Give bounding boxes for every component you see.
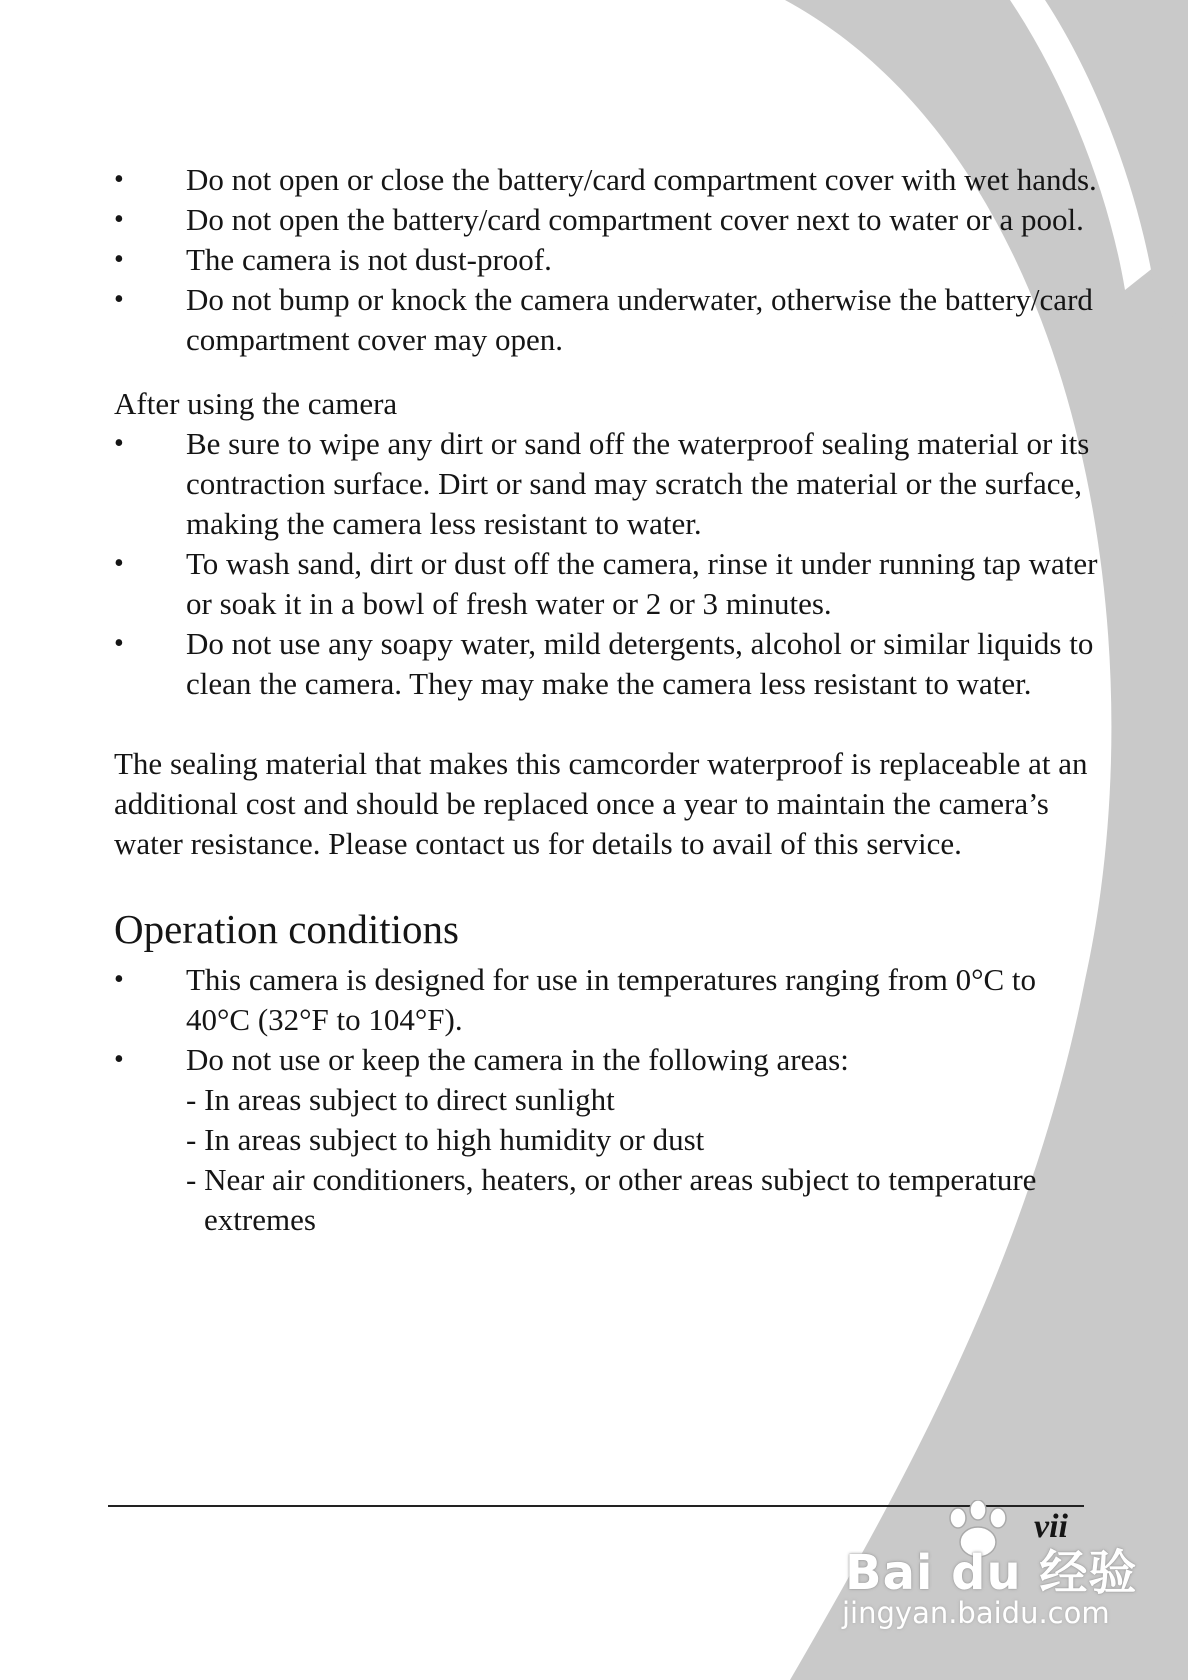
page-number: vii <box>1034 1508 1068 1545</box>
waterproof-precautions-list <box>114 160 1099 360</box>
footer-divider <box>108 1505 1084 1507</box>
sub-list-item: - In areas subject to direct sunlight <box>186 1082 615 1117</box>
list-item: • Do not use any soapy water, mild detergents, alcohol or similar liquids to clean the camera. They may make the camera less resistant to water. <box>114 624 1099 704</box>
list-item: • Be sure to wipe any dirt or sand off the waterproof sealing material or its contraction surface. Dirt or sand may scratch the material or the surface, making the camera less resistant to water. <box>114 424 1099 544</box>
sub-list-item: - Near air conditioners, heaters, or other areas subject to temperature extremes <box>186 1162 1037 1237</box>
after-use-list <box>114 424 1099 704</box>
watermark-brand: Bai du 经验 <box>845 1545 1138 1601</box>
list-item: • The camera is not dust-proof. <box>114 240 1099 280</box>
sub-list-item: - In areas subject to high humidity or dust <box>186 1122 705 1157</box>
sealing-paragraph: The sealing material that makes this camcorder waterproof is replaceable at an additional cost and should be replaced once a year to maintain the camera’s water resistance. Please contact us for details to avail of this service. <box>114 746 1088 861</box>
list-item: • Do not open the battery/card compartment cover next to water or a pool. <box>114 200 1099 240</box>
section-title: Operation conditions <box>114 906 460 952</box>
watermark-url: jingyan.baidu.com <box>842 1596 1110 1630</box>
list-item: • This camera is designed for use in temperatures ranging from 0°C to 40°C (32°F to 104°F). <box>114 960 1099 1040</box>
list-item-intro: Do not use or keep the camera in the following areas: <box>186 1042 849 1077</box>
list-item: • Do not bump or knock the camera underwater, otherwise the battery/card compartment cover may open. <box>114 280 1099 360</box>
list-item <box>114 1040 1099 1240</box>
operation-conditions-list <box>114 960 1099 1240</box>
after-use-heading: After using the camera <box>114 386 398 421</box>
list-item: • To wash sand, dirt or dust off the camera, rinse it under running tap water or soak it in a bowl of fresh water or 2 or 3 minutes. <box>114 544 1099 624</box>
list-item: • Do not open or close the battery/card compartment cover with wet hands. <box>114 160 1099 200</box>
